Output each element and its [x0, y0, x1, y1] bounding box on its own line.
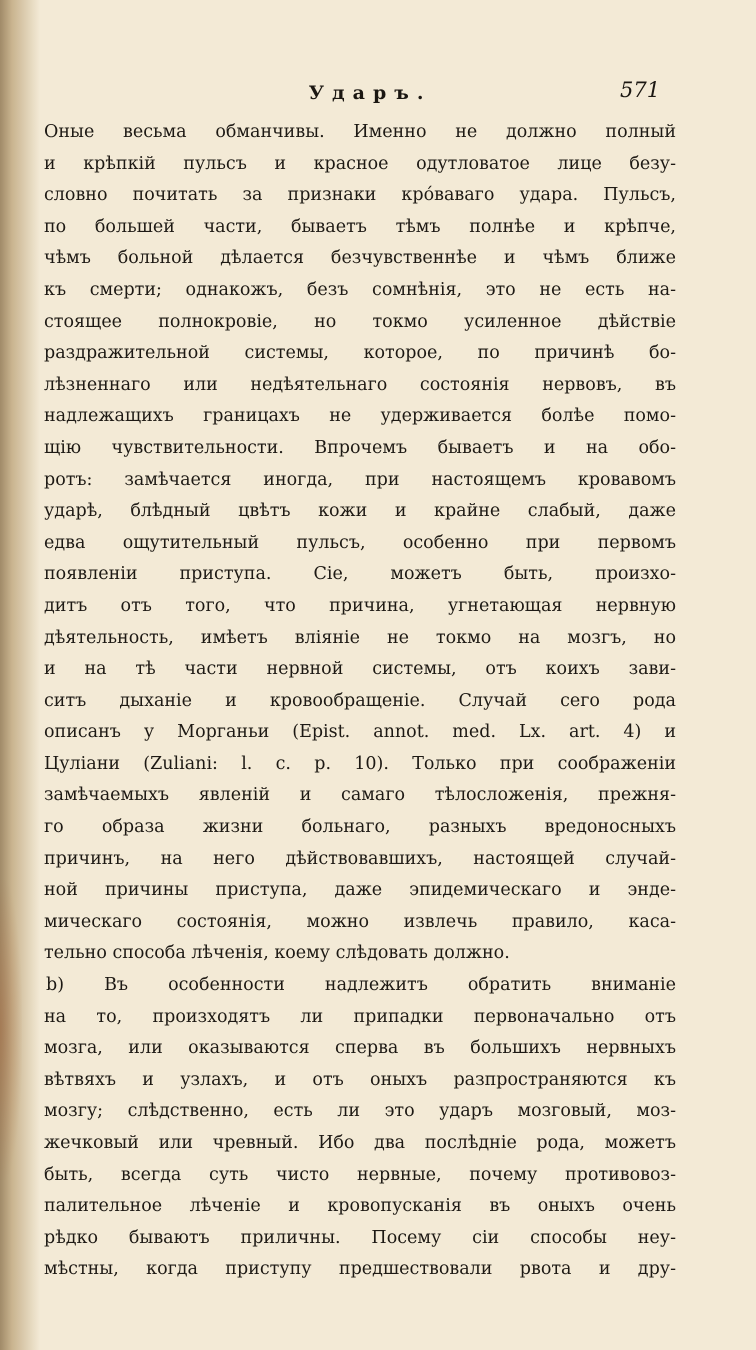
text-line: ной причины приступа, даже эпидемическаго и энде-: [44, 880, 676, 901]
text-line: Цуліани (Zuliani: l. c. p. 10). Только при соображеніи: [44, 753, 676, 774]
text-line: жечковый или чревный. Ибо два послѣдніе рода, можетъ: [44, 1133, 676, 1153]
paragraph-start-line: b) Въ особенности надлежитъ обратить вниманіе: [46, 975, 676, 996]
text-line: Оные весьма обманчивы. Именно не должно полный: [44, 122, 676, 142]
text-line: мѣстны, когда приступу предшествовали рвота и дру-: [44, 1259, 676, 1280]
text-line: ротъ: замѣчается иногда, при настоящемъ кровавомъ: [44, 469, 676, 490]
text-line: рѣдко бываютъ приличны. Посему сіи способы неу-: [44, 1227, 676, 1248]
text-line: ударѣ, блѣдный цвѣтъ кожи и крайне слабый, даже: [44, 501, 676, 522]
text-line: замѣчаемыхъ явленій и самаго тѣлосложенія, прежня-: [44, 785, 676, 806]
text-line: на то, произходятъ ли припадки первоначально отъ: [44, 1006, 676, 1027]
text-line: ситъ дыханіе и кровообращеніе. Случай сего рода: [44, 690, 676, 711]
text-line: появленіи приступа. Сіе, можетъ быть, произхо-: [44, 564, 676, 585]
text-line: раздражительной системы, которое, по причинѣ бо-: [44, 343, 676, 364]
text-line: описанъ у Морганьи (Epist. annot. med. Lx. art. 4) и: [44, 722, 676, 743]
text-line: дитъ отъ того, что причина, угнетающая нервную: [44, 595, 676, 616]
body-text: [44, 117, 676, 1286]
text-line: мозгу; слѣдственно, есть ли это ударъ мозговый, моз-: [44, 1101, 676, 1122]
text-line: словно почитать за признаки крóваваго удара. Пульсъ,: [44, 185, 676, 206]
text-line: и на тѣ части нервной системы, отъ коихъ зави-: [44, 659, 676, 680]
text-line: палительное лѣченіе и кровопусканія въ оныхъ очень: [44, 1196, 676, 1217]
text-line: по большей части, бываетъ тѣмъ полнѣе и крѣпче,: [44, 216, 676, 237]
text-line: мическаго состоянія, можно извлечь правило, каса-: [44, 911, 676, 932]
paper-stain: [0, 880, 22, 1180]
text-line: причинъ, на него дѣйствовавшихъ, настоящей случай-: [44, 848, 676, 869]
running-head: [0, 78, 756, 112]
page-number: 571: [620, 78, 661, 102]
text-line: щію чувствительности. Впрочемъ бываетъ и на обо-: [44, 437, 676, 458]
text-line: едва ощутительный пульсъ, особенно при первомъ: [44, 532, 676, 553]
text-line: къ смерти; однакожъ, безъ сомнѣнія, это не есть на-: [44, 279, 676, 300]
text-line: надлежащихъ границахъ не удерживается болѣе помо-: [44, 406, 676, 427]
text-line: быть, всегда суть чисто нервные, почему противовоз-: [44, 1164, 676, 1185]
text-line: тельно способа лѣченія, коему слѣдовать должно.: [44, 943, 510, 964]
text-line: вѣтвяхъ и узлахъ, и отъ оныхъ разпространяются къ: [44, 1069, 676, 1090]
text-line: лѣзненнаго или недѣятельнаго состоянія нервовъ, въ: [44, 374, 676, 395]
text-line: мозга, или оказываются сперва въ большихъ нервныхъ: [44, 1038, 676, 1059]
text-line: дѣятельность, имѣетъ вліяніе не токмо на мозгъ, но: [44, 627, 676, 648]
running-title: Ударъ.: [308, 82, 432, 104]
text-line: го образа жизни больнаго, разныхъ вредоносныхъ: [44, 817, 676, 838]
text-line: и крѣпкій пульсъ и красное одутловатое лице безу-: [44, 153, 676, 174]
text-line: стоящее полнокровіе, но токмо усиленное дѣйствіе: [44, 311, 676, 332]
text-line: чѣмъ больной дѣлается безчувственнѣе и чѣмъ ближе: [44, 248, 676, 269]
